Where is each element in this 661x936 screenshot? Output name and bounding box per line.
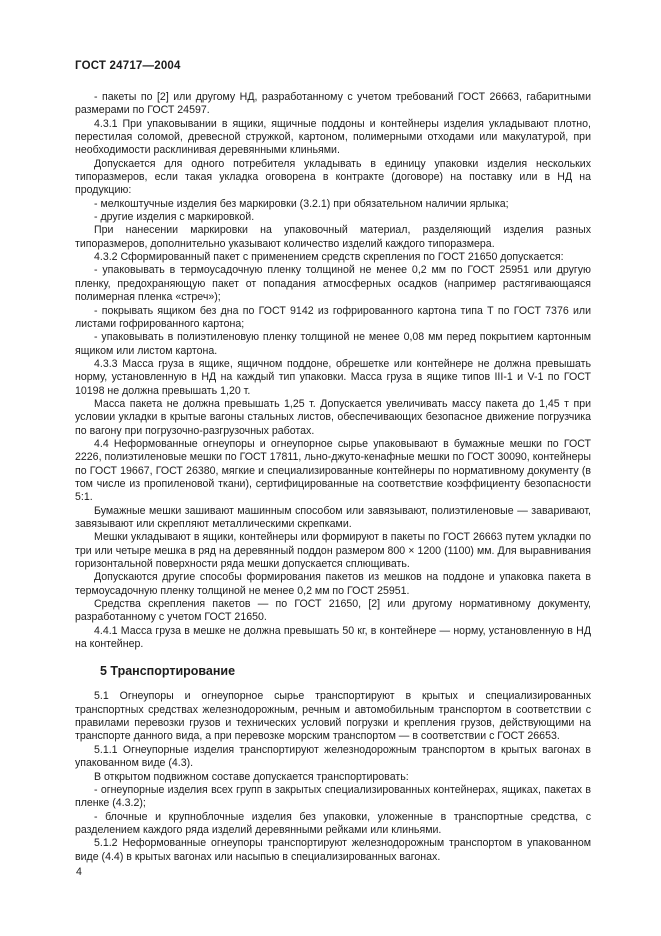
paragraph: 4.4.1 Масса груза в мешке не должна превышать 50 кг, в контейнере — норму, установленную в НД на контейнер. <box>75 624 591 651</box>
list-item: - пакеты по [2] или другому НД, разработанному с учетом требований ГОСТ 26663, габаритными размерами по ГОСТ 24597. <box>75 91 591 117</box>
list-item: - блочные и крупноблочные изделия без упаковки, уложенные в транспортные средства, с разделением каждого ряда изделий деревянными рейками или клиньями. <box>75 810 591 836</box>
paragraph: 5.1.1 Огнеупорные изделия транспортируют железнодорожным транспортом в крытых вагонах в упакованном виде (4.3). <box>75 743 591 770</box>
paragraph: Средства скрепления пакетов — по ГОСТ 21650, [2] или другому нормативному документу, разработанному с учетом ГОСТ 21650. <box>75 598 591 624</box>
paragraph: 4.3.2 Сформированный пакет с применением средств скрепления по ГОСТ 21650 допускается: <box>94 251 564 264</box>
paragraph: Бумажные мешки зашивают машинным способом или завязывают, полиэтиленовые — заваривают, завязывают или скрепляют металлическими скрепками. <box>75 504 591 530</box>
list-item: - мелкоштучные изделия без маркировки (3.2.1) при обязательном наличии ярлыка; <box>94 197 509 210</box>
paragraph: Мешки укладывают в ящики, контейнеры или формируют в пакеты по ГОСТ 26663 путем укладки по три или четыре мешка в ряд на деревянный поддон размером 800 × 1200 (1100) мм. Для выравнивания горизонтальной поверхности ряда мешки допускается сплющивать. <box>75 531 591 571</box>
section-heading: 5 Транспортирование <box>100 664 236 679</box>
paragraph: 5.1 Огнеупоры и огнеупорное сырье транспортируют в крытых и специализированных транспортных средствах железнодорожным, речным и автомобильным транспортом в соответствии с правилами перевозки грузов и технических условий погрузки и крепления грузов, действующими на транспорте данного вида, а при перевозке морским транспортом — в соответствии с ГОСТ 26653. <box>75 690 591 743</box>
paragraph: 4.3.3 Масса груза в ящике, ящичном поддоне, обрешетке или контейнере не должна превышать норму, установленную в НД на каждый тип упаковки. Масса груза в ящике типов III-1 и V-1 по ГОСТ 10198 не должна превышать 1,20 т. <box>75 357 591 397</box>
paragraph: Масса пакета не должна превышать 1,25 т. Допускается увеличивать массу пакета до 1,45 т при условии укладки в крытые вагоны стальных листов, обеспечивающих безопасное движение погрузчика по вагону при погрузочно-разгрузочных работах. <box>75 397 591 437</box>
list-item: - упаковывать в полиэтиленовую пленку толщиной не менее 0,08 мм перед покрытием картонным ящиком или листом картона. <box>75 331 591 357</box>
paragraph: 4.3.1 При упаковывании в ящики, ящичные поддоны и контейнеры изделия укладывают плотно, перестилая соломой, древесной стружкой, картоном, полимерными отходами или макулатурой, при необходимости расклинивая деревянными клиньями. <box>75 117 591 157</box>
list-item: - упаковывать в термоусадочную пленку толщиной не менее 0,2 мм по ГОСТ 25951 или другую пленку, предохраняющую пакет от попадания атмосферных осадков (например растягивающаяся полимерная пленка «стреч»); <box>75 264 591 304</box>
paragraph: В открытом подвижном составе допускается транспортировать: <box>94 770 409 783</box>
list-item: - другие изделия с маркировкой. <box>94 211 255 224</box>
paragraph: Допускаются другие способы формирования пакетов из мешков на поддоне и упаковка пакета в термоусадочную пленку толщиной не менее 0,2 мм по ГОСТ 25951. <box>75 571 591 597</box>
list-item: - покрывать ящиком без дна по ГОСТ 9142 из гофрированного картона типа Т по ГОСТ 7376 или листами гофрированного картона; <box>75 304 591 330</box>
paragraph: Допускается для одного потребителя укладывать в единицу упаковки изделия нескольких типоразмеров, если такая укладка оговорена в контракте (договоре) на поставку или в НД на продукцию: <box>75 157 591 197</box>
page-number: 4 <box>76 866 82 878</box>
paragraph: 5.1.2 Неформованные огнеупоры транспортируют железнодорожным транспортом в упакованном виде (4.4) в крытых вагонах или насыпью в специализированных вагонах. <box>75 837 591 863</box>
paragraph: 4.4 Неформованные огнеупоры и огнеупорное сырье упаковывают в бумажные мешки по ГОСТ 2226, полиэтиленовые мешки по ГОСТ 17811, льно-джуто-кенафные мешки по ГОСТ 30090, контейнеры по ГОСТ 19667, ГОСТ 26380, мягкие и специализированные контейнеры по нормативному документу (в том числе из пропиленовой ткани), сертифицированные на соответствие коэффициенту безопасности 5:1. <box>75 437 591 504</box>
paragraph: При нанесении маркировки на упаковочный материал, разделяющий изделия разных типоразмеров, дополнительно указывают количество изделий каждого типоразмера. <box>75 224 591 250</box>
document-body <box>75 91 591 864</box>
document-header-standard-number: ГОСТ 24717—2004 <box>75 60 181 72</box>
list-item: - огнеупорные изделия всех групп в закрытых специализированных контейнерах, ящиках, пакетах в пленке (4.3.2); <box>75 783 591 810</box>
